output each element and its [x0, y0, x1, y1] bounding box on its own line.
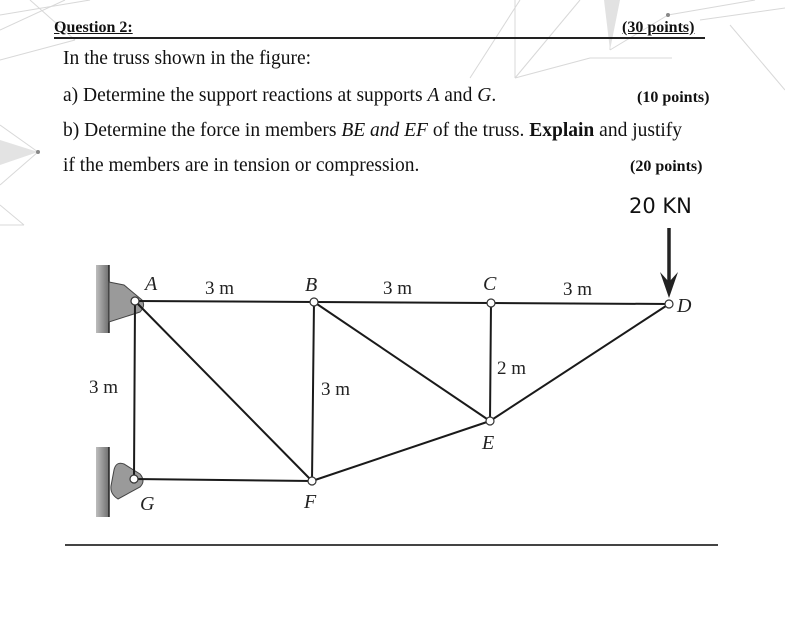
member-ag — [134, 301, 135, 479]
member-af — [135, 301, 312, 481]
node-label-b: B — [305, 274, 318, 296]
dim-ag: 3 m — [89, 377, 119, 398]
part-b-line2: if the members are in tension or compression. — [63, 155, 420, 176]
member-be — [314, 302, 490, 421]
problem-intro: In the truss shown in the figure: — [63, 48, 312, 69]
footer-divider — [65, 544, 718, 546]
member-bc — [314, 302, 491, 303]
dim-bf: 3 m — [321, 379, 351, 400]
node-label-a: A — [145, 273, 158, 295]
dim-ce: 2 m — [497, 358, 527, 379]
part-a-mid: and — [439, 85, 478, 106]
dim-ab: 3 m — [205, 278, 235, 299]
member-cd — [491, 303, 669, 304]
part-b-suffix: and justify — [594, 120, 683, 141]
part-a-suffix: . — [491, 85, 497, 106]
member-bf — [312, 302, 314, 481]
node-label-e: E — [482, 432, 495, 454]
node-label-g: G — [140, 493, 155, 515]
joint-g — [130, 475, 138, 483]
pin-support-g — [111, 463, 143, 499]
member-gf — [134, 479, 312, 481]
load-arrow-icon — [660, 228, 678, 298]
joint-b — [310, 298, 318, 306]
dim-bc: 3 m — [383, 278, 413, 299]
support-g-ref: G — [477, 85, 492, 106]
dim-cd: 3 m — [563, 279, 593, 300]
joint-c — [487, 299, 495, 307]
node-label-f: F — [304, 491, 317, 513]
node-label-d: D — [677, 295, 692, 317]
joint-d — [665, 300, 673, 308]
member-ce — [490, 303, 491, 421]
part-b-text — [63, 120, 682, 142]
total-points: (30 points) — [622, 19, 695, 36]
members-ref: BE and EF — [341, 120, 428, 141]
wall-a — [96, 265, 109, 333]
load-label: 20 KN — [629, 194, 692, 218]
joint-a — [131, 297, 139, 305]
joint-f — [308, 477, 316, 485]
part-b-prefix: b) Determine the force in members — [63, 120, 342, 141]
member-ab — [135, 301, 314, 302]
part-b-points: (20 points) — [630, 158, 703, 175]
support-a-ref: A — [427, 85, 440, 106]
joint-e — [486, 417, 494, 425]
header-divider — [54, 37, 705, 39]
part-a-text — [63, 85, 496, 107]
part-a-points: (10 points) — [637, 89, 710, 106]
node-label-c: C — [483, 273, 497, 295]
explain-word: Explain — [529, 120, 595, 141]
member-fe — [312, 421, 490, 481]
wall-g — [96, 447, 109, 517]
part-a-prefix: a) Determine the support reactions at supports — [63, 85, 428, 106]
question-title: Question 2: — [54, 19, 133, 36]
part-b-mid: of the truss. — [427, 120, 530, 141]
